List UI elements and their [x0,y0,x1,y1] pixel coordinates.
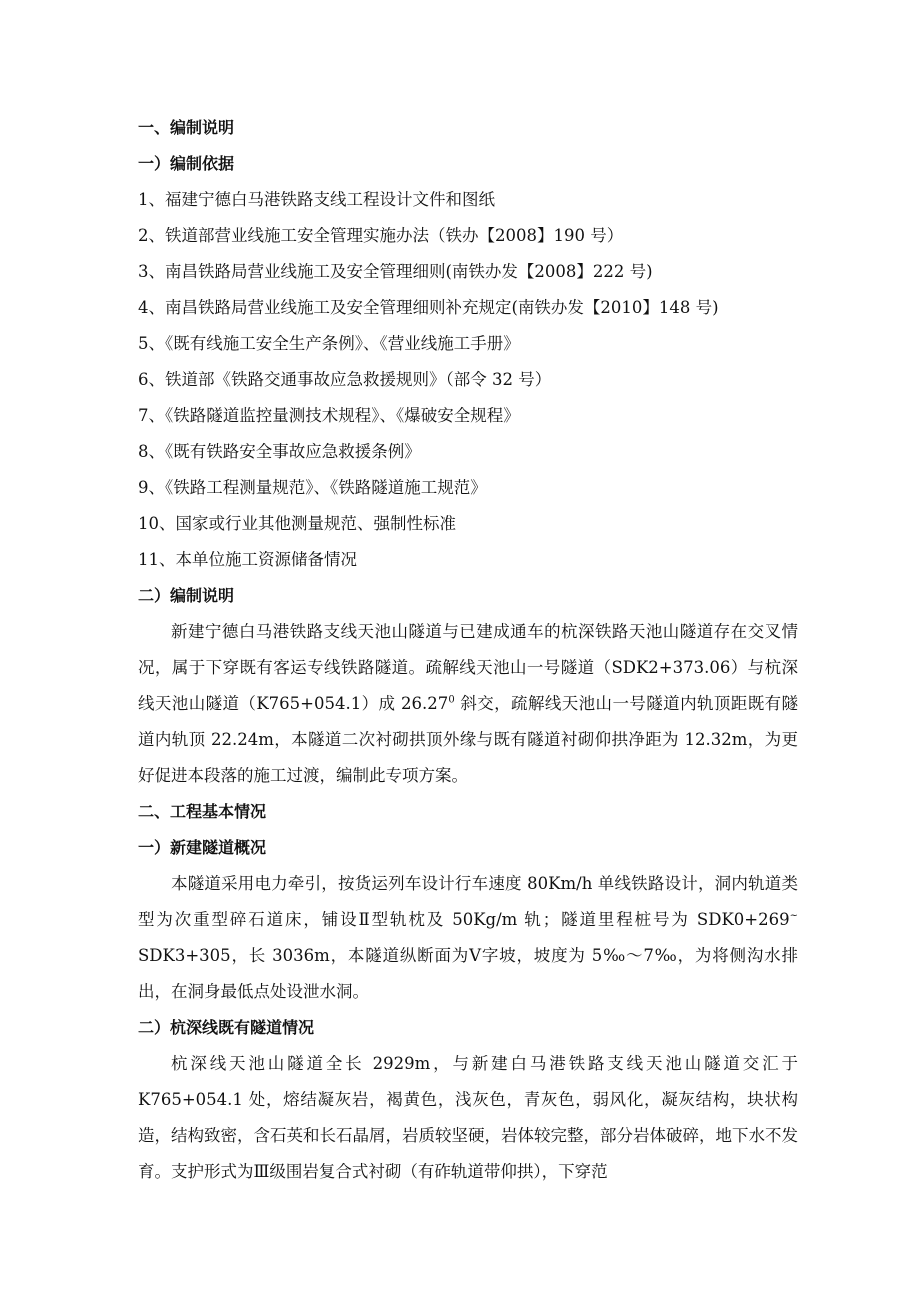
list-item: 4、南昌铁路局营业线施工及安全管理细则补充规定(南铁办发【2010】148 号) [138,298,719,317]
paragraph-existing-tunnel: 杭深线天池山隧道全长 2929m，与新建白马港铁路支线天池山隧道交汇于 K765+054.1 处，熔结凝灰岩，褐黄色，浅灰色，青灰色，弱风化，凝灰结构，块状构造，结构致密，含石英和长石晶屑，岩质较坚硬，岩体较完整，部分岩体破碎，地下水不发育。支护形式为Ⅲ级围岩复合式衬砌（有砟轨道带仰拱），下穿范 [138,1054,798,1181]
list-item: 10、国家或行业其他测量规范、强制性标准 [138,514,456,533]
list-item: 11、本单位施工资源储备情况 [138,550,357,569]
subsection-heading-new-tunnel: 一）新建隧道概况 [138,838,267,857]
document-body [138,110,798,1190]
paragraph-description: 新建宁德白马港铁路支线天池山隧道与已建成通车的杭深铁路天池山隧道存在交叉情况，属于下穿既有客运专线铁路隧道。疏解线天池山一号隧道（SDK2+373.06）与杭深线天池山隧道（K765+054.1）成 26.27$^0$ 斜交，疏解线天池山一号隧道内轨顶距既有隧道内轨顶 22.24m，本隧道二次衬砌拱顶外缘与既有隧道衬砌仰拱净距为 12.32m，为更好促进本段落的施工过渡，编制此专项方案。 [138,622,798,785]
subsection-heading-basis: 一）编制依据 [138,154,235,173]
section-heading-2: 二、工程基本情况 [138,802,267,821]
subsection-heading-existing-tunnel: 二）杭深线既有隧道情况 [138,1018,315,1037]
paragraph-new-tunnel: 本隧道采用电力牵引，按货运列车设计行车速度 80Km/h 单线铁路设计，洞内轨道类型为次重型碎石道床，铺设Ⅱ型轨枕及 50Kg/m 轨；隧道里程桩号为 SDK0+269~ SDK3+305，长 3036m，本隧道纵断面为Ⅴ字坡，坡度为 5‰～7‰，为将侧沟水排出，在洞身最低点处设泄水洞。 [138,874,798,1001]
list-item: 1、福建宁德白马港铁路支线工程设计文件和图纸 [138,190,495,209]
superscript: 0 [448,694,455,706]
list-item: 6、铁道部《铁路交通事故应急救援规则》（部令 32 号） [138,370,552,389]
superscript: ~ [789,910,798,922]
list-item: 3、南昌铁路局营业线施工及安全管理细则(南铁办发【2008】222 号) [138,262,653,281]
list-item: 8、《既有铁路安全事故应急救援条例》 [138,442,421,461]
list-item: 5、《既有线施工安全生产条例》、《营业线施工手册》 [138,334,520,353]
section-heading-1: 一、编制说明 [138,118,235,137]
list-item: 9、《铁路工程测量规范》、《铁路隧道施工规范》 [138,478,487,497]
subsection-heading-description: 二）编制说明 [138,586,235,605]
list-item: 7、《铁路隧道监控量测技术规程》、《爆破安全规程》 [138,406,520,425]
list-item: 2、铁道部营业线施工安全管理实施办法（铁办【2008】190 号） [138,226,624,245]
